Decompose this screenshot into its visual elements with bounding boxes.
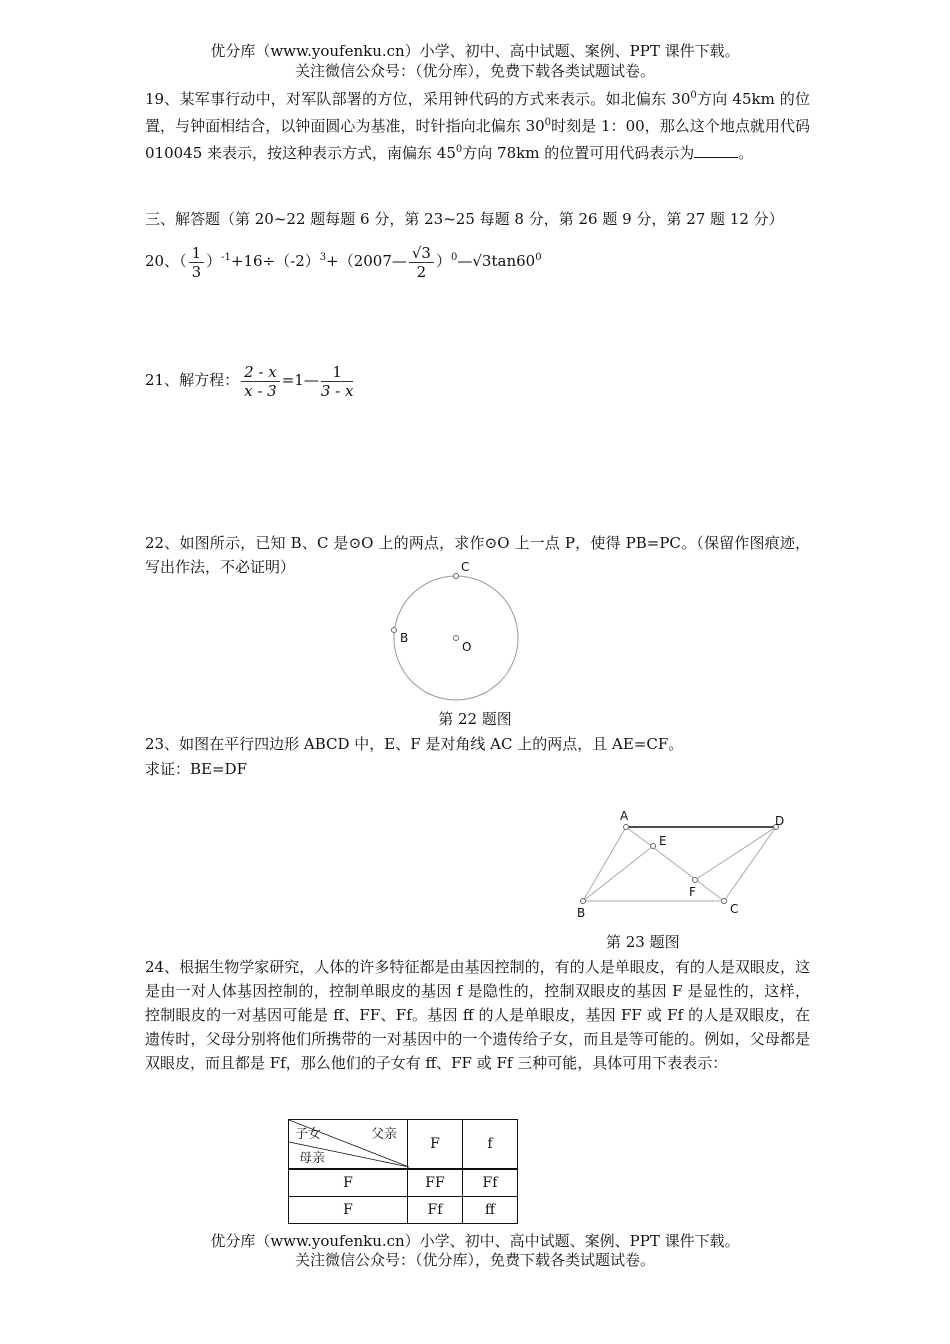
table-row-head: F <box>289 1169 408 1197</box>
point-f <box>693 878 698 883</box>
question-21: 21、解方程： $\frac{2 - x}{x - 3}$ =1— $\frac{1}{3 - x}$ <box>145 362 354 400</box>
question-24: 24、根据生物学家研究，人体的许多特征都是由基因控制的，有的人是单眼皮，有的人是双眼皮，这是由一对人体基因控制的，控制单眼皮的基因 f 是隐性的，控制双眼皮的基因 F 是显性的，这样，控制眼皮的一对基因可能是 ff、FF、Ff。基因 ff 的人是单眼皮，基因 FF 或 Ff 的人是双眼皮，在遗传时，父母分别将他们所携带的一对基因中的一个遗传给子女，而且是等可能的。例如，父母都是双眼皮，而且都是 Ff，那么他们的子女有 ff、FF 或 Ff 三种可能，具体可用下表表示： <box>145 958 810 1072</box>
header-line-2: 关注微信公众号：（优分库），免费下载各类试题试卷。 <box>294 62 655 80</box>
table-row <box>289 1169 518 1197</box>
figure-22-circle <box>380 558 540 708</box>
question-19: 19、某军事行动中，对军队部署的方位，采用钟代码的方式来表示。如北偏东 $30^0$方向 45km 的位置，与钟面相结合，以钟面圆心为基准，时针指向北偏东 $30^0$时刻是 1：00，那么这个地点就用代码 010045 来表示，按这种表示方式，南偏东 $45^0$方向 78km 的位置可用代码表示为 。 <box>145 90 811 162</box>
fraction-sqrt3-over-2: $\frac{√3}{2}$ <box>409 244 434 281</box>
answer-blank <box>694 143 738 158</box>
label-e: E <box>659 834 667 848</box>
point-c <box>454 574 459 579</box>
side-ab <box>583 827 626 901</box>
section-3-title: 三、解答题（第 20~22 题每题 6 分，第 23~25 每题 8 分，第 26 题 9 分，第 27 题 12 分） <box>145 210 784 228</box>
figure-23-caption: 第 23 题图 <box>606 933 680 951</box>
fraction-one-third: $\frac{1}{3}$ <box>189 244 205 281</box>
label-o: O <box>462 640 472 654</box>
table-cell: Ff <box>408 1197 463 1224</box>
side-dc <box>724 827 776 901</box>
label-b: B <box>400 631 409 645</box>
point-a <box>624 825 629 830</box>
segment-df <box>695 827 776 880</box>
table-header-cell: F <box>408 1120 463 1170</box>
point-c <box>722 899 727 904</box>
fraction-right: $\frac{1}{3 - x}$ <box>320 362 354 400</box>
corner-father-label: 父亲 <box>370 1127 397 1142</box>
corner-mother-label: 母亲 <box>299 1151 326 1166</box>
table-row-head: F <box>289 1197 408 1224</box>
label-c: C <box>461 560 470 574</box>
question-22: 22、如图所示，已知 B、C 是⊙O 上的两点，求作⊙O 上一点 P，使得 PB=PC。（保留作图痕迹，写出作法，不必证明） <box>145 534 810 576</box>
table-cell: Ff <box>463 1169 518 1197</box>
label-d: D <box>775 814 785 828</box>
diagonal-ac <box>626 827 724 901</box>
header-line-1: 优分库（www.youfenku.cn）小学、初中、高中试题、案例、PPT 课件下载。 <box>210 42 740 60</box>
table-header-cell: f <box>463 1120 518 1170</box>
label-b: B <box>577 906 586 920</box>
table-corner-cell <box>289 1120 408 1170</box>
footer-line-2: 关注微信公众号：（优分库），免费下载各类试题试卷。 <box>294 1251 655 1269</box>
fraction-left: $\frac{2 - x}{x - 3}$ <box>241 363 280 400</box>
corner-child-label: 子女 <box>295 1127 322 1142</box>
figure-23-parallelogram <box>570 805 790 920</box>
question-23-line-1: 23、如图在平行四边形 ABCD 中，E、F 是对角线 AC 上的两点，且 AE=CF。 <box>145 735 684 753</box>
point-b <box>581 899 586 904</box>
question-20: 20、（ $\frac{1}{3}$ ）$^{-1}+16\div(-2)^3+(2007—$ $\frac{√3}{2}$ ）$^0—√3\tan 60^0$ <box>145 243 542 281</box>
point-o <box>454 636 459 641</box>
question-23-line-2: 求证：BE=DF <box>145 760 247 778</box>
footer-line-1: 优分库（www.youfenku.cn）小学、初中、高中试题、案例、PPT 课件下载。 <box>210 1232 740 1250</box>
label-a: A <box>620 809 629 823</box>
point-b <box>392 628 397 633</box>
segment-be <box>583 846 653 901</box>
label-c: C <box>730 902 739 916</box>
gene-table <box>288 1119 518 1224</box>
table-cell: ff <box>463 1197 518 1224</box>
label-f: F <box>689 885 696 899</box>
figure-22-caption: 第 22 题图 <box>438 710 512 728</box>
point-e <box>651 844 656 849</box>
table-cell: FF <box>408 1169 463 1197</box>
table-row <box>289 1197 518 1224</box>
